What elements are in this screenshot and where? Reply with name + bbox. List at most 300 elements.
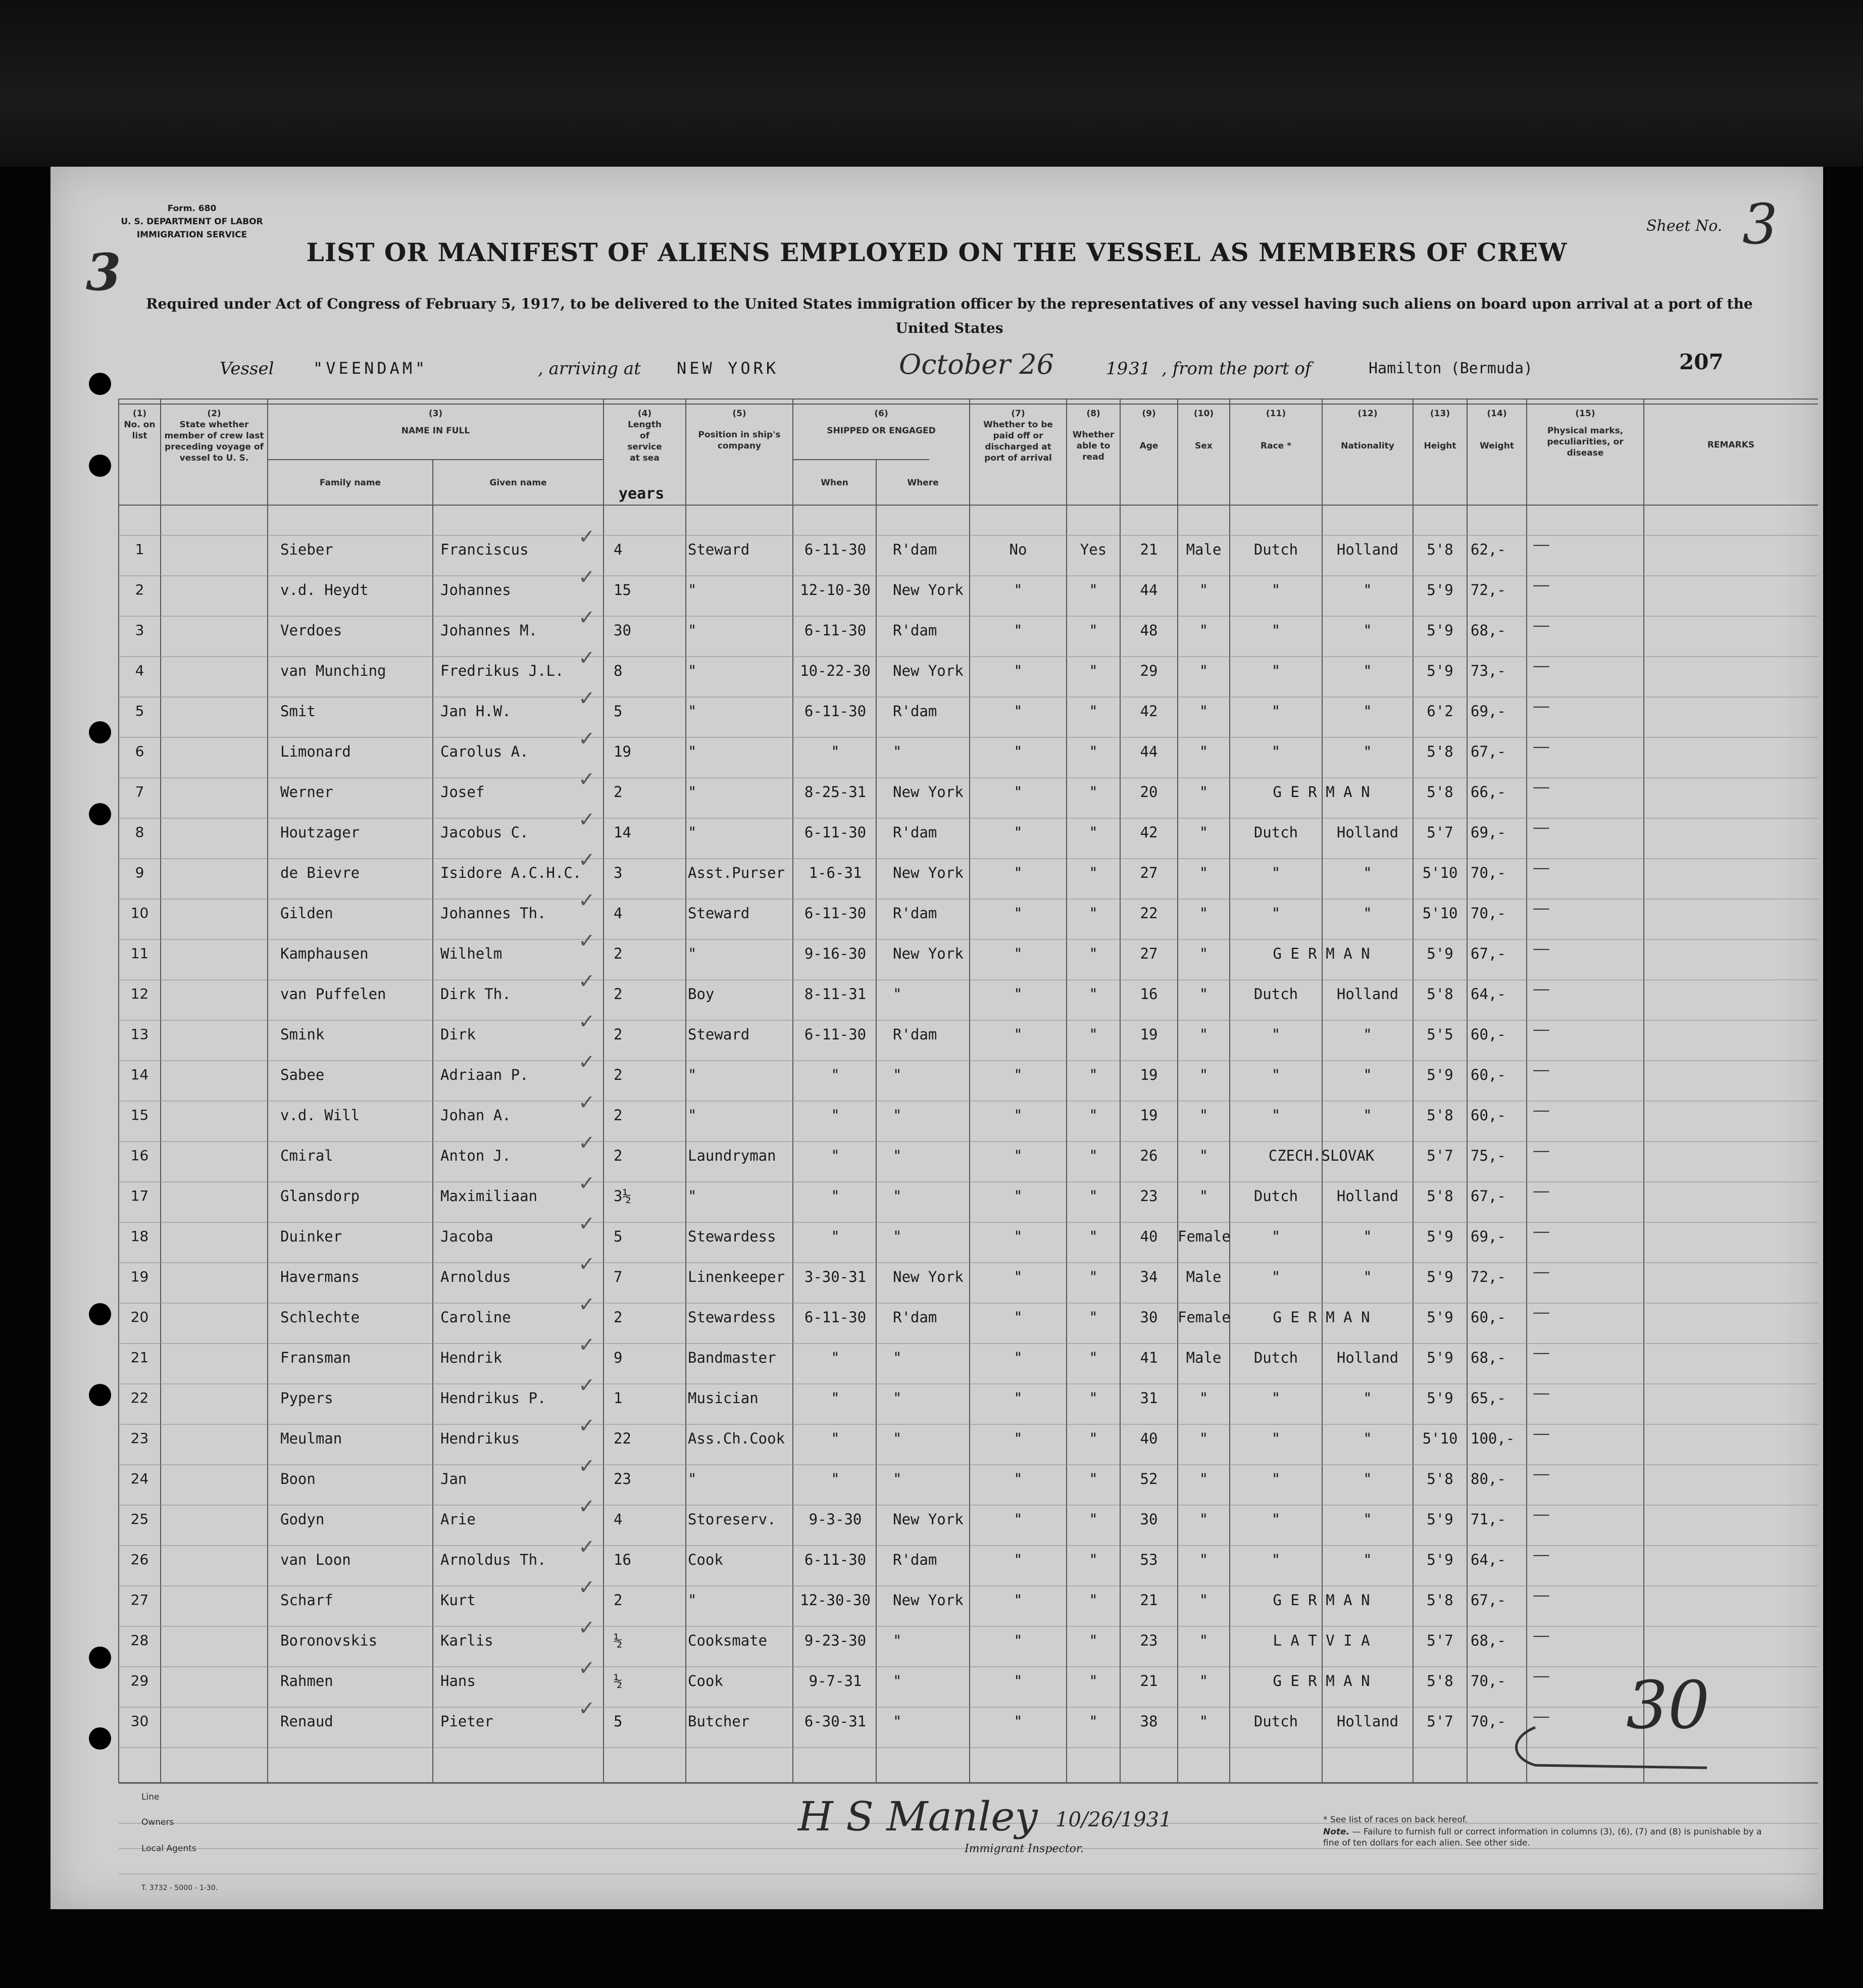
service-unit-handwritten: years (619, 485, 665, 503)
weight: 64,- (1471, 985, 1506, 1003)
family-name: Duinker (280, 1228, 342, 1245)
weight: 67,- (1471, 1592, 1506, 1609)
family-name: Glansdorp (280, 1187, 360, 1205)
given-name: Arie (440, 1511, 476, 1528)
paid-off: " (1014, 581, 1023, 599)
sex: " (1199, 622, 1209, 639)
row-number: 11 (130, 945, 149, 962)
family-name: Kamphausen (280, 945, 369, 962)
sheet-number: 3 (1742, 192, 1778, 257)
race: Dutch (1253, 824, 1298, 841)
position: " (688, 662, 697, 679)
race: " (1271, 1551, 1281, 1568)
height: 5'9 (1427, 1511, 1453, 1528)
given-name: Caroline (440, 1309, 511, 1326)
col-title: Physical marks, peculiarities, or disease (1547, 426, 1624, 458)
shipped-when: 12-10-30 (800, 581, 871, 599)
paid-off: " (1014, 864, 1023, 881)
dash-mark-icon: — (1533, 615, 1550, 635)
row-number: 28 (130, 1632, 149, 1649)
sex: " (1199, 1147, 1209, 1164)
row-number: 21 (130, 1349, 149, 1366)
nationality: Holland (1336, 1349, 1399, 1366)
given-name: Hendrikus P. (440, 1389, 546, 1407)
shipped-where: R'dam (893, 703, 937, 720)
shipped-when: 8-25-31 (804, 783, 867, 801)
row-number: 9 (135, 864, 144, 881)
shipped-when: 6-30-31 (804, 1713, 867, 1730)
col-title: SHIPPED OR ENGAGED (827, 426, 936, 436)
weight: 60,- (1471, 1309, 1506, 1326)
dash-mark-icon: — (1533, 1464, 1550, 1484)
age: 27 (1140, 864, 1158, 881)
service-years: 2 (614, 1147, 623, 1164)
family-name: Cmiral (280, 1147, 333, 1164)
family-name: Gilden (280, 905, 333, 922)
age: 42 (1140, 824, 1158, 841)
signature-date: 10/26/1931 (1055, 1808, 1172, 1831)
nationality: " (1363, 1511, 1372, 1528)
weight: 67,- (1471, 1187, 1506, 1205)
shipped-when: 6-11-30 (804, 1551, 867, 1568)
position: Cook (688, 1551, 723, 1568)
position: " (688, 824, 697, 841)
nationality: Holland (1336, 824, 1399, 841)
year-suffix: 31 (1129, 359, 1151, 379)
paid-off: " (1014, 1066, 1023, 1083)
position: " (688, 1066, 697, 1083)
row-number: 3 (135, 622, 144, 638)
shipped-where: " (893, 1066, 902, 1083)
height: 5'7 (1427, 1713, 1453, 1730)
shipped-where: New York (893, 864, 964, 881)
given-name: Johan A. (440, 1107, 511, 1124)
given-name: Franciscus (440, 541, 529, 558)
given-name: Hans (440, 1672, 476, 1689)
paid-off: " (1014, 783, 1023, 801)
col-number: (9) (1142, 409, 1156, 419)
col-header-given-name: Given name (489, 478, 547, 488)
able-to-read: " (1089, 1389, 1098, 1407)
service-years: 2 (614, 1592, 623, 1609)
note-label: Note. (1323, 1827, 1350, 1837)
shipped-where: " (893, 1107, 902, 1124)
dash-mark-icon: — (1533, 1181, 1550, 1201)
dash-mark-icon: — (1533, 1706, 1550, 1726)
position: " (688, 783, 697, 801)
position: " (688, 581, 697, 599)
shipped-where: " (893, 1672, 902, 1689)
age: 34 (1140, 1268, 1158, 1285)
given-name: Jacobus C. (440, 824, 529, 841)
dash-mark-icon: — (1533, 1545, 1550, 1565)
height: 6'2 (1427, 703, 1453, 720)
nationality: " (1363, 1268, 1372, 1285)
paid-off: " (1014, 1228, 1023, 1245)
age: 19 (1140, 1107, 1158, 1124)
race: " (1271, 662, 1281, 679)
manifest-sheet (51, 167, 1823, 1909)
row-number: 19 (130, 1268, 149, 1285)
dash-mark-icon: — (1533, 656, 1550, 676)
family-name: Sieber (280, 541, 333, 558)
age: 40 (1140, 1430, 1158, 1447)
weight: 69,- (1471, 824, 1506, 841)
col-number: (3) (428, 409, 443, 419)
given-name: Wilhelm (440, 945, 502, 962)
nationality: " (1363, 581, 1372, 599)
handwritten-mark: 3 (86, 242, 121, 302)
height: 5'8 (1427, 1592, 1453, 1609)
height: 5'9 (1427, 1349, 1453, 1366)
checkmark-icon: ✓ (578, 647, 595, 670)
family-name: Renaud (280, 1713, 333, 1730)
col-title: Nationality (1341, 441, 1394, 451)
col-header-family-name: Family name (319, 478, 381, 488)
family-name: Scharf (280, 1592, 333, 1609)
row-number: 12 (130, 985, 149, 1002)
race-nationality: G E R M A N (1273, 1592, 1370, 1609)
height: 5'8 (1427, 541, 1453, 558)
able-to-read: " (1089, 1672, 1098, 1689)
row-number: 8 (135, 824, 144, 840)
nationality: " (1363, 703, 1372, 720)
paid-off: " (1014, 905, 1023, 922)
sex: " (1199, 662, 1209, 679)
race: " (1271, 1470, 1281, 1487)
height: 5'8 (1427, 1470, 1453, 1487)
col-header-physical-marks (1527, 408, 1644, 459)
service-years: 1 (614, 1389, 623, 1407)
family-name: Schlechte (280, 1309, 360, 1326)
able-to-read: " (1089, 985, 1098, 1003)
given-name: Kurt (440, 1592, 476, 1609)
row-number: 30 (130, 1713, 149, 1729)
col-title: Age (1139, 441, 1159, 451)
shipped-where: " (893, 1389, 902, 1407)
shipped-where: R'dam (893, 1551, 937, 1568)
dash-mark-icon: — (1533, 1343, 1550, 1363)
col-number: (5) (732, 409, 746, 419)
weight: 64,- (1471, 1551, 1506, 1568)
col-header-height (1413, 408, 1467, 452)
shipped-where: " (893, 1147, 902, 1164)
family-name: Godyn (280, 1511, 325, 1528)
col-number: (8) (1086, 409, 1100, 419)
races-footnote: * See list of races on back hereof. (1323, 1815, 1468, 1825)
col-number: (14) (1487, 409, 1507, 419)
page-title: LIST OR MANIFEST OF ALIENS EMPLOYED ON THE VESSEL AS MEMBERS OF CREW (306, 237, 1568, 267)
sex: " (1199, 824, 1209, 841)
height: 5'7 (1427, 1147, 1453, 1164)
service-years: 5 (614, 703, 623, 720)
paid-off: " (1014, 1309, 1023, 1326)
handwritten-total: 30 (1626, 1667, 1710, 1744)
page-subtitle: Required under Act of Congress of February 5, 1917, to be delivered to the United States immigration officer by the representatives of any vessel having such aliens on board upon arrival at a port of the United States (146, 295, 1753, 336)
form-number: Form. 680 (167, 204, 217, 214)
race-nationality: G E R M A N (1273, 945, 1370, 962)
service-years: 5 (614, 1228, 623, 1245)
family-name: Limonard (280, 743, 351, 760)
service-years: 4 (614, 1511, 623, 1528)
row-number: 23 (130, 1430, 149, 1447)
row-number: 14 (130, 1066, 149, 1083)
checkmark-icon: ✓ (578, 1455, 595, 1478)
given-name: Johannes (440, 581, 511, 599)
sex: " (1199, 1592, 1209, 1609)
race: " (1271, 1268, 1281, 1285)
col-header-shipped (793, 408, 970, 436)
service-years: 16 (614, 1551, 631, 1568)
position: Bandmaster (688, 1349, 776, 1366)
service-years: 19 (614, 743, 631, 760)
height: 5'10 (1422, 1430, 1458, 1447)
row-number: 26 (130, 1551, 149, 1568)
able-to-read: " (1089, 824, 1098, 841)
col-title: Race * (1261, 441, 1291, 451)
col-header-no (119, 408, 161, 441)
col-header-position (686, 408, 793, 452)
film-border (0, 0, 1863, 167)
height: 5'10 (1422, 905, 1458, 922)
family-name: Verdoes (280, 622, 342, 639)
race: " (1271, 1107, 1281, 1124)
sex: " (1199, 1551, 1209, 1568)
height: 5'7 (1427, 824, 1453, 841)
age: 38 (1140, 1713, 1158, 1730)
age: 21 (1140, 541, 1158, 558)
paid-off: " (1014, 1632, 1023, 1649)
paid-off: " (1014, 1268, 1023, 1285)
checkmark-icon: ✓ (578, 1253, 595, 1276)
dash-mark-icon: — (1533, 1383, 1550, 1403)
weight: 69,- (1471, 1228, 1506, 1245)
family-name: van Puffelen (280, 985, 386, 1003)
height: 5'9 (1427, 1228, 1453, 1245)
paid-off: No (1009, 541, 1027, 558)
age: 31 (1140, 1389, 1158, 1407)
shipped-where: R'dam (893, 622, 937, 639)
service-years: 8 (614, 662, 623, 679)
inspector-signature: H S Manley (798, 1793, 1038, 1840)
shipped-when: " (831, 1389, 840, 1407)
family-name: de Bievre (280, 864, 360, 881)
departure-port: Hamilton (Bermuda) (1369, 360, 1533, 377)
shipped-when: " (831, 1066, 840, 1083)
paid-off: " (1014, 1026, 1023, 1043)
nationality: " (1363, 743, 1372, 760)
sex: " (1199, 1511, 1209, 1528)
shipped-when: " (831, 1430, 840, 1447)
checkmark-icon: ✓ (578, 1697, 595, 1720)
race-nationality: G E R M A N (1273, 1309, 1370, 1326)
position: " (688, 622, 697, 639)
race-nationality: L A T V I A (1273, 1632, 1370, 1649)
dash-mark-icon: — (1533, 1625, 1550, 1646)
local-agents-label: Local Agents (141, 1844, 196, 1854)
service-years: 14 (614, 824, 631, 841)
nationality: " (1363, 864, 1372, 881)
age: 29 (1140, 662, 1158, 679)
weight: 66,- (1471, 783, 1506, 801)
nationality: " (1363, 1107, 1372, 1124)
nationality: " (1363, 662, 1372, 679)
service-years: 7 (614, 1268, 623, 1285)
able-to-read: " (1089, 1430, 1098, 1447)
given-name: Pieter (440, 1713, 493, 1730)
shipped-when: 6-11-30 (804, 541, 867, 558)
nationality: Holland (1336, 985, 1399, 1003)
weight: 60,- (1471, 1107, 1506, 1124)
sex: " (1199, 864, 1209, 881)
able-to-read: " (1089, 1066, 1098, 1083)
sex: " (1199, 1430, 1209, 1447)
position: Cook (688, 1672, 723, 1689)
nationality: " (1363, 1389, 1372, 1407)
sex: " (1199, 1713, 1209, 1730)
weight: 69,- (1471, 703, 1506, 720)
able-to-read: " (1089, 864, 1098, 881)
given-name: Arnoldus (440, 1268, 511, 1285)
age: 20 (1140, 783, 1158, 801)
able-to-read: Yes (1080, 541, 1107, 558)
sex: " (1199, 1187, 1209, 1205)
weight: 70,- (1471, 864, 1506, 881)
sex: Male (1186, 1268, 1222, 1285)
weight: 80,- (1471, 1470, 1506, 1487)
position: Steward (688, 1026, 750, 1043)
nationality: Holland (1336, 1187, 1399, 1205)
position: Steward (688, 541, 750, 558)
row-number: 5 (135, 703, 144, 719)
service-years: 2 (614, 1309, 623, 1326)
position: " (688, 703, 697, 720)
age: 23 (1140, 1187, 1158, 1205)
weight: 67,- (1471, 945, 1506, 962)
service-years: 2 (614, 783, 623, 801)
weight: 68,- (1471, 1632, 1506, 1649)
col-number: (10) (1193, 409, 1214, 419)
shipped-when: 10-22-30 (800, 662, 871, 679)
col-title: Length of service at sea (627, 420, 662, 463)
weight: 70,- (1471, 1672, 1506, 1689)
sex: " (1199, 1672, 1209, 1689)
paid-off: " (1014, 622, 1023, 639)
position: Butcher (688, 1713, 750, 1730)
family-name: Boon (280, 1470, 316, 1487)
col-header-name (268, 408, 603, 436)
weight: 75,- (1471, 1147, 1506, 1164)
checkmark-icon: ✓ (578, 1091, 595, 1114)
age: 42 (1140, 703, 1158, 720)
paid-off: " (1014, 743, 1023, 760)
row-number: 4 (135, 662, 144, 679)
able-to-read: " (1089, 945, 1098, 962)
given-name: Johannes Th. (440, 905, 546, 922)
checkmark-icon: ✓ (578, 1131, 595, 1155)
family-name: Meulman (280, 1430, 342, 1447)
shipped-where: " (893, 1632, 902, 1649)
col-number: (15) (1575, 409, 1595, 419)
service-years: 4 (614, 541, 623, 558)
position: Stewardess (688, 1228, 776, 1245)
position: Musician (688, 1389, 759, 1407)
checkmark-icon: ✓ (578, 1333, 595, 1357)
checkmark-icon: ✓ (578, 1576, 595, 1599)
row-number: 2 (135, 581, 144, 598)
weight: 60,- (1471, 1066, 1506, 1083)
shipped-where: New York (893, 945, 964, 962)
service-years: 15 (614, 581, 631, 599)
sex: " (1199, 1389, 1209, 1407)
family-name: Houtzager (280, 824, 360, 841)
age: 21 (1140, 1672, 1158, 1689)
family-name: Werner (280, 783, 333, 801)
inspector-label: Immigrant Inspector. (965, 1843, 1084, 1855)
height: 5'9 (1427, 1268, 1453, 1285)
col-title: Position in ship's company (698, 430, 781, 451)
race-nationality: G E R M A N (1273, 783, 1370, 801)
shipped-when: 8-11-31 (804, 985, 867, 1003)
race: " (1271, 622, 1281, 639)
family-name: Rahmen (280, 1672, 333, 1689)
given-name: Carolus A. (440, 743, 529, 760)
nationality: Holland (1336, 1713, 1399, 1730)
col-number: (13) (1430, 409, 1450, 419)
height: 5'5 (1427, 1026, 1453, 1043)
shipped-when: 12-30-30 (800, 1592, 871, 1609)
service-years: 2 (614, 985, 623, 1003)
shipped-where: New York (893, 1511, 964, 1528)
able-to-read: " (1089, 1551, 1098, 1568)
able-to-read: " (1089, 1268, 1098, 1285)
shipped-where: R'dam (893, 541, 937, 558)
col-number: (4) (637, 409, 652, 419)
checkmark-icon: ✓ (578, 1212, 595, 1235)
year-prefix: 19 (1106, 359, 1128, 379)
weight: 72,- (1471, 581, 1506, 599)
checkmark-icon: ✓ (578, 1051, 595, 1074)
checkmark-icon: ✓ (578, 1172, 595, 1195)
paid-off: " (1014, 1592, 1023, 1609)
dash-mark-icon: — (1533, 777, 1550, 797)
weight: 65,- (1471, 1389, 1506, 1407)
shipped-where: R'dam (893, 905, 937, 922)
position: Laundryman (688, 1147, 776, 1164)
dash-mark-icon: — (1533, 534, 1550, 555)
col-header-read (1067, 408, 1120, 463)
row-number: 10 (130, 905, 149, 921)
paid-off: " (1014, 945, 1023, 962)
height: 5'9 (1427, 945, 1453, 962)
race-nationality: CZECH.SLOVAK (1268, 1147, 1375, 1164)
shipped-when: " (831, 1187, 840, 1205)
given-name: Hendrik (440, 1349, 502, 1366)
arrival-date: October 26 (899, 349, 1054, 380)
checkmark-icon: ✓ (578, 1374, 595, 1397)
checkmark-icon: ✓ (578, 808, 595, 831)
family-name: Boronovskis (280, 1632, 378, 1649)
shipped-where: " (893, 1187, 902, 1205)
age: 19 (1140, 1066, 1158, 1083)
shipped-when: 6-11-30 (804, 824, 867, 841)
weight: 70,- (1471, 905, 1506, 922)
weight: 60,- (1471, 1026, 1506, 1043)
given-name: Maximiliaan (440, 1187, 538, 1205)
sex: " (1199, 743, 1209, 760)
checkmark-icon: ✓ (578, 566, 595, 589)
family-name: Havermans (280, 1268, 360, 1285)
